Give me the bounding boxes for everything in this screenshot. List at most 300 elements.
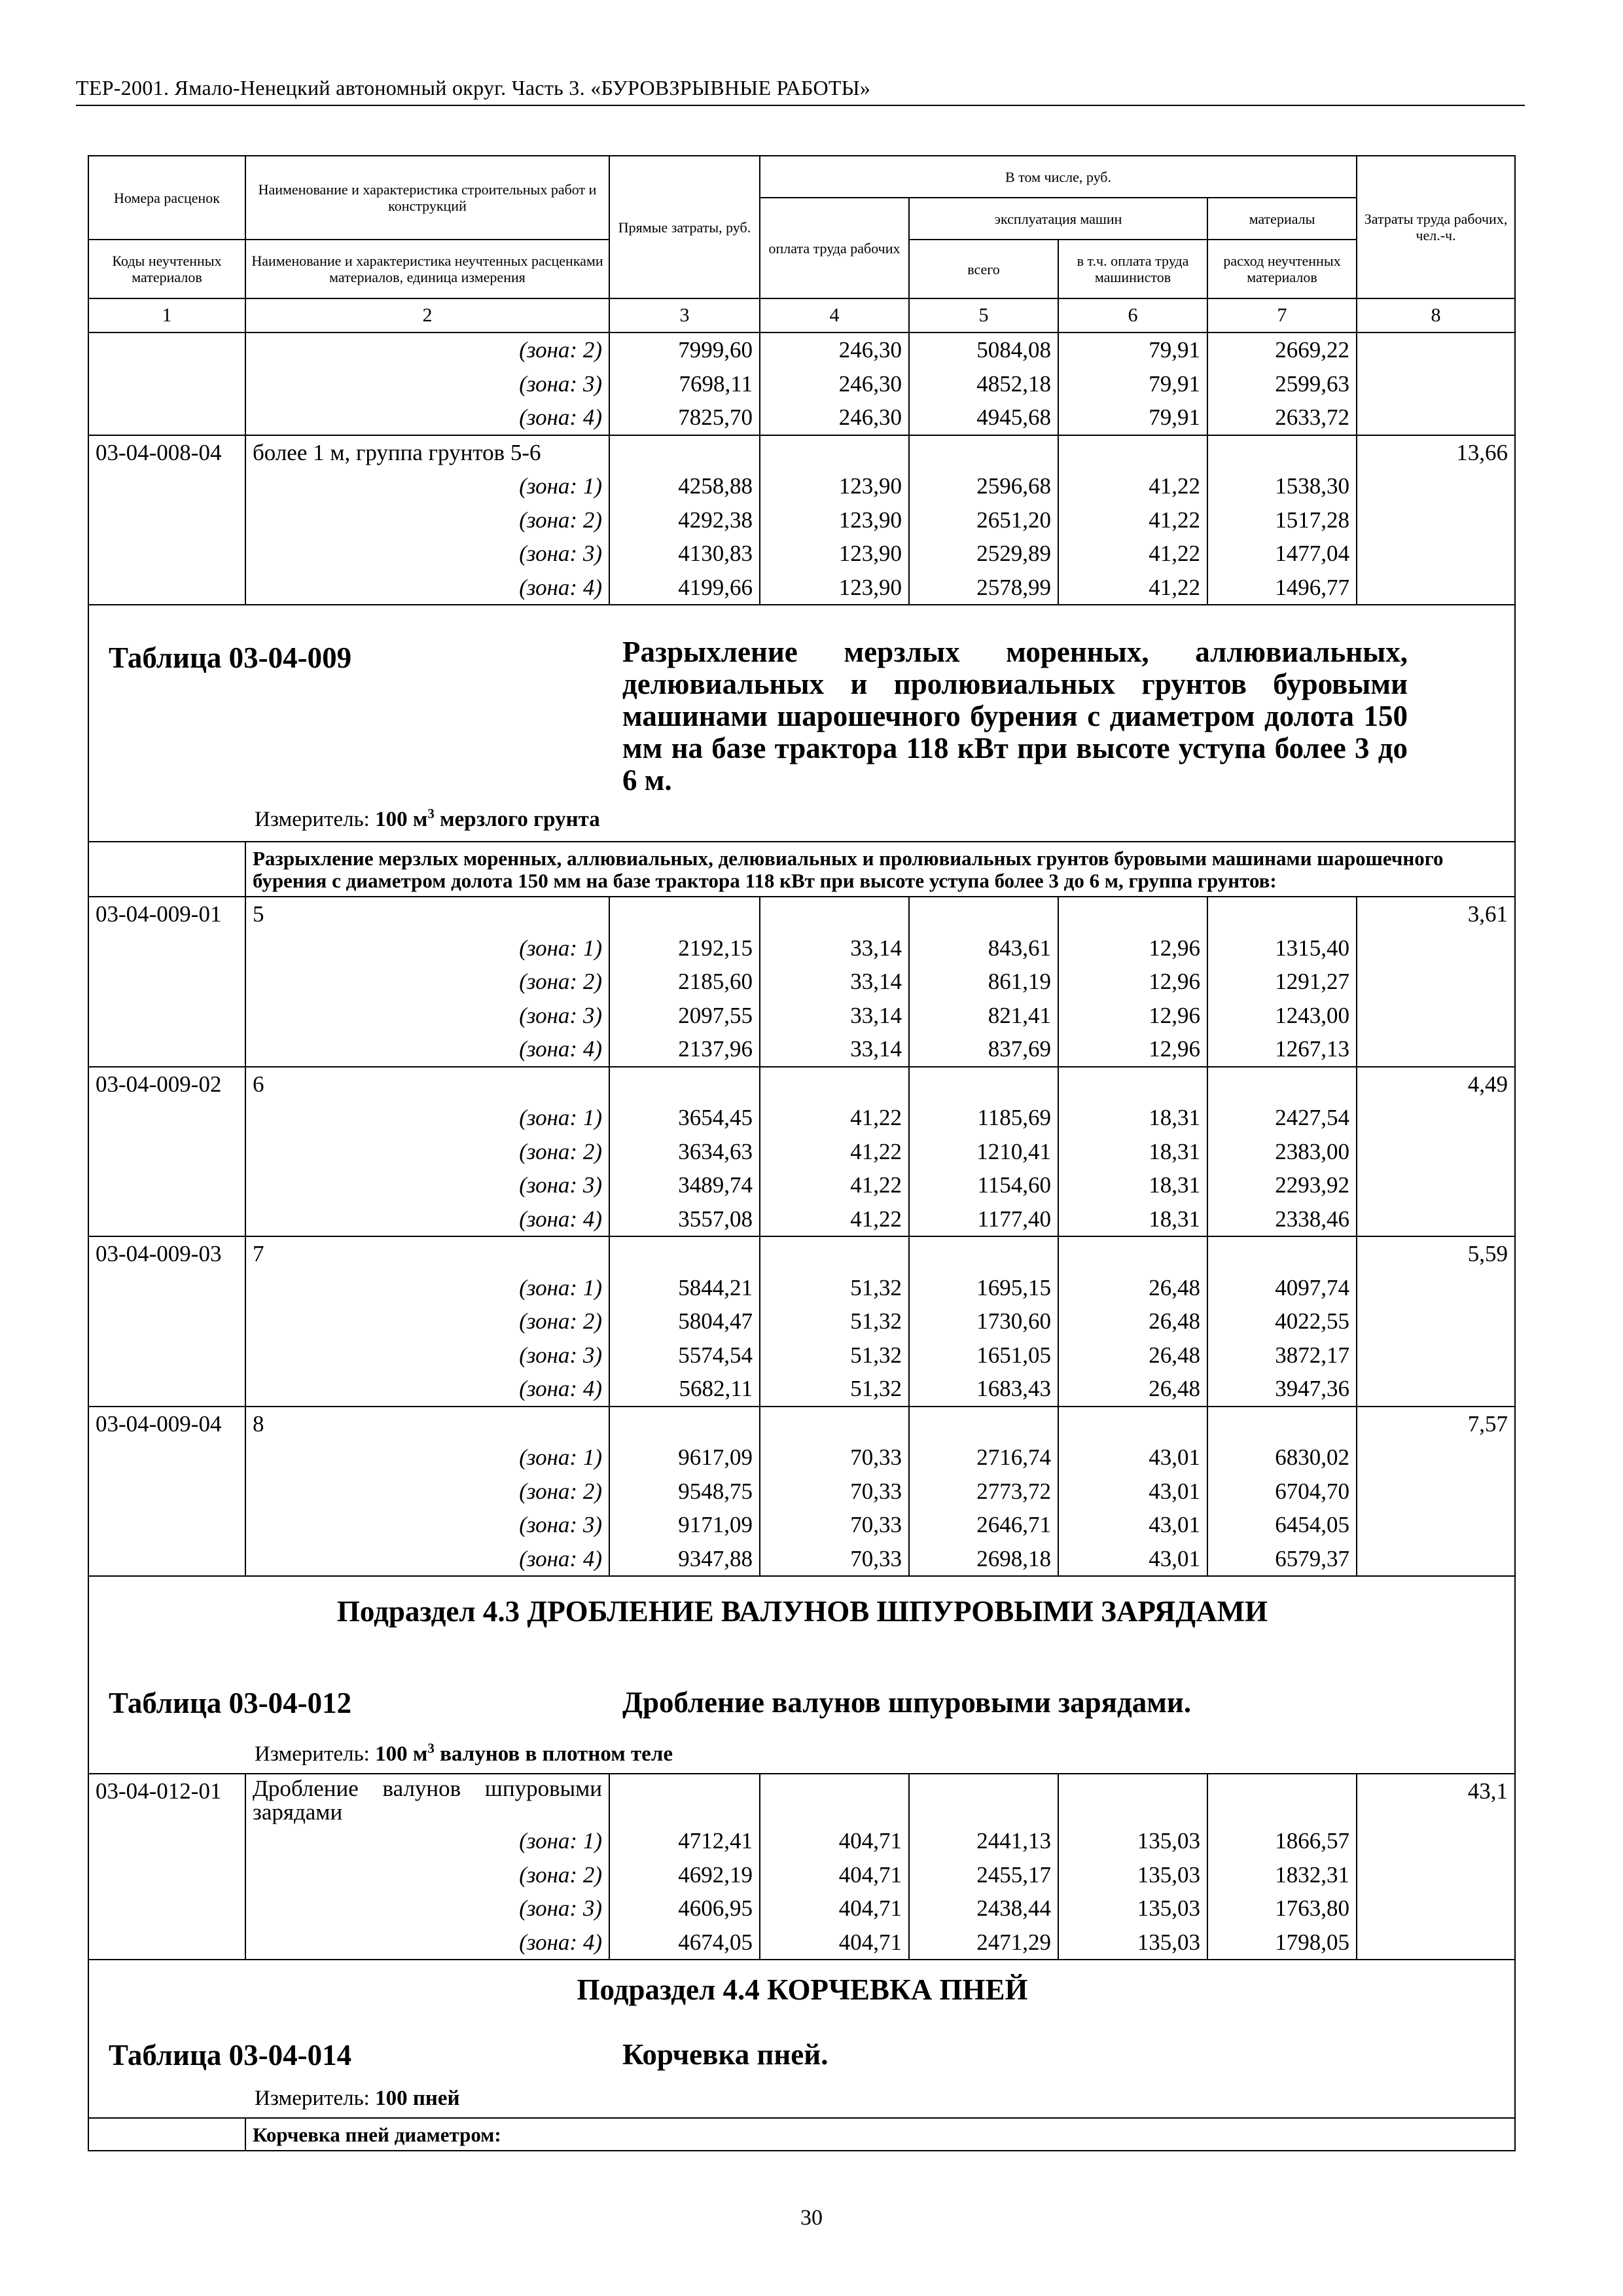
value-c6: 135,03 [1058,1926,1207,1960]
empty-cell [1058,1236,1207,1271]
empty-cell [1207,1774,1357,1824]
value-c6: 41,22 [1058,469,1207,503]
value-c4: 33,14 [760,1032,909,1067]
empty-cell [1058,1067,1207,1102]
value-c6: 12,96 [1058,999,1207,1033]
value-c3: 3557,08 [609,1202,760,1237]
zone-row [88,1032,1515,1067]
value-c3: 7825,70 [609,401,760,435]
value-c7: 1243,00 [1207,999,1357,1033]
value-c4: 41,22 [760,1168,909,1202]
code-cell [88,1372,245,1407]
value-c4: 51,32 [760,1271,909,1305]
value-c5: 4852,18 [909,367,1058,401]
value-c6: 26,48 [1058,1338,1207,1372]
col-header-codes: Номера расценок [88,156,245,240]
value-c3: 2185,60 [609,965,760,999]
header-rule [76,105,1525,106]
code-cell [88,1338,245,1372]
empty-cell [1207,1236,1357,1271]
value-c5: 1695,15 [909,1271,1058,1305]
labor-cell [1357,1338,1515,1372]
value-c5: 2773,72 [909,1475,1058,1509]
value-c7: 6454,05 [1207,1508,1357,1542]
rate-name: 8 [245,1407,609,1441]
labor-cell [1357,401,1515,435]
zone-row [88,1271,1515,1305]
code-cell [88,2118,245,2151]
value-c6: 135,03 [1058,1892,1207,1926]
empty-cell [609,1236,760,1271]
page-number: 30 [800,2206,823,2230]
value-c5: 2596,68 [909,469,1058,503]
table-title: Корчевка пней. [622,2038,829,2071]
value-c6: 79,91 [1058,401,1207,435]
value-c6: 12,96 [1058,1032,1207,1067]
col-header-materials: материалы [1207,198,1357,240]
table-title: Разрыхление мерзлых моренных, аллювиальных, делювиальных и пролювиальных грунтов буровыми машинами шарошечного бурения с диаметром долота 150 мм на базе трактора 118 кВт при высоте уступа более 3 до 6 м. [622,636,1408,797]
column-numbers-row [88,298,1515,332]
code-cell [88,842,245,897]
rate-item-row [88,897,1515,931]
value-c4: 51,32 [760,1304,909,1338]
zone-row [88,1892,1515,1926]
value-c7: 1866,57 [1207,1824,1357,1858]
code-cell [88,537,245,571]
labor-cell [1357,965,1515,999]
col-header-machines-total: всего [909,240,1058,298]
rate-item-row [88,1407,1515,1441]
table-number: Таблица 03-04-009 [109,641,352,674]
labor-value: 5,59 [1357,1236,1515,1271]
col-header-operator-wages: в т.ч. оплата труда машинистов [1058,240,1207,298]
zone-row [88,1542,1515,1577]
value-c3: 4199,66 [609,571,760,605]
labor-value: 7,57 [1357,1407,1515,1441]
value-c7: 1291,27 [1207,965,1357,999]
zone-row [88,1135,1515,1169]
value-c5: 1177,40 [909,1202,1058,1237]
value-c3: 7698,11 [609,367,760,401]
code-cell [88,1441,245,1475]
value-c5: 2716,74 [909,1441,1058,1475]
value-c5: 5084,08 [909,332,1058,367]
empty-cell [760,897,909,931]
value-c4: 246,30 [760,367,909,401]
col-number: 7 [1207,298,1357,332]
section-row [88,1576,1515,1774]
col-header-material-name: Наименование и характеристика неучтенных расценками материалов, единица измерения [245,240,609,298]
zone-row [88,1338,1515,1372]
value-c4: 33,14 [760,999,909,1033]
zone-label: (зона: 3) [245,1508,609,1542]
value-c5: 1210,41 [909,1135,1058,1169]
zone-row [88,469,1515,503]
zone-row [88,1304,1515,1338]
col-header-material-codes: Коды неучтенных материалов [88,240,245,298]
measure-exponent: 3 [427,1740,435,1756]
value-c5: 837,69 [909,1032,1058,1067]
rate-code: 03-04-009-03 [88,1236,245,1271]
value-c6: 41,22 [1058,537,1207,571]
measure-object: мерзлого грунта [434,808,600,831]
zone-row [88,1508,1515,1542]
col-header-including: В том числе, руб. [760,156,1357,198]
value-c3: 5682,11 [609,1372,760,1407]
labor-cell [1357,367,1515,401]
value-c7: 2427,54 [1207,1101,1357,1135]
zone-row [88,1858,1515,1892]
labor-cell [1357,931,1515,965]
value-c4: 41,22 [760,1135,909,1169]
value-c3: 7999,60 [609,332,760,367]
zone-label: (зона: 2) [245,503,609,537]
col-header-labor: Затраты труда рабочих, чел.-ч. [1357,156,1515,298]
value-c4: 41,22 [760,1101,909,1135]
value-c3: 4692,19 [609,1858,760,1892]
zone-row [88,1168,1515,1202]
value-c3: 3489,74 [609,1168,760,1202]
empty-cell [909,1774,1058,1824]
value-c3: 4130,83 [609,537,760,571]
value-c3: 9548,75 [609,1475,760,1509]
value-c4: 123,90 [760,571,909,605]
code-cell [88,1542,245,1577]
measure-label: Измеритель: [255,1742,370,1766]
zone-row [88,965,1515,999]
code-cell [88,401,245,435]
value-c7: 2383,00 [1207,1135,1357,1169]
code-cell [88,1135,245,1169]
section-cell [88,605,1515,842]
labor-value: 43,1 [1357,1774,1515,1824]
code-cell [88,999,245,1033]
value-c3: 2137,96 [609,1032,760,1067]
measure-value: 100 пней [375,2087,460,2110]
rate-code: 03-04-009-01 [88,897,245,931]
code-cell [88,503,245,537]
zone-row [88,1101,1515,1135]
empty-cell [909,1236,1058,1271]
empty-cell [1058,897,1207,931]
labor-cell [1357,571,1515,605]
table-title: Дробление валунов шпуровыми зарядами. [622,1686,1192,1719]
group-description: Корчевка пней диаметром: [245,2118,1515,2151]
value-c7: 2633,72 [1207,401,1357,435]
value-c7: 6579,37 [1207,1542,1357,1577]
value-c5: 1651,05 [909,1338,1058,1372]
code-cell [88,1926,245,1960]
zone-label: (зона: 2) [245,1475,609,1509]
value-c6: 26,48 [1058,1271,1207,1305]
value-c4: 404,71 [760,1824,909,1858]
zone-label: (зона: 1) [245,1101,609,1135]
measure-label: Измеритель: [255,2087,370,2110]
zone-row [88,537,1515,571]
code-cell [88,931,245,965]
value-c5: 2578,99 [909,571,1058,605]
value-c5: 2529,89 [909,537,1058,571]
empty-cell [909,1407,1058,1441]
col-number: 2 [245,298,609,332]
value-c4: 33,14 [760,965,909,999]
value-c5: 2646,71 [909,1508,1058,1542]
value-c6: 41,22 [1058,571,1207,605]
measurement-unit [255,1732,673,1772]
subsection-title: Подраздел 4.4 КОРЧЕВКА ПНЕЙ [577,1973,1028,2006]
value-c4: 404,71 [760,1926,909,1960]
zone-label: (зона: 4) [245,1926,609,1960]
labor-cell [1357,1101,1515,1135]
value-c6: 12,96 [1058,965,1207,999]
zone-label: (зона: 3) [245,367,609,401]
value-c5: 2438,44 [909,1892,1058,1926]
zone-label: (зона: 4) [245,1202,609,1237]
empty-cell [760,435,909,470]
labor-cell [1357,503,1515,537]
value-c5: 2441,13 [909,1824,1058,1858]
code-cell [88,1508,245,1542]
value-c3: 4606,95 [609,1892,760,1926]
rate-item-row [88,1236,1515,1271]
zone-label: (зона: 3) [245,999,609,1033]
value-c4: 246,30 [760,332,909,367]
labor-cell [1357,1271,1515,1305]
empty-cell [1207,1067,1357,1102]
zone-label: (зона: 4) [245,1542,609,1577]
value-c7: 4022,55 [1207,1304,1357,1338]
code-cell [88,1101,245,1135]
value-c5: 2651,20 [909,503,1058,537]
measure-value [375,1742,673,1766]
zone-label: (зона: 3) [245,537,609,571]
labor-cell [1357,1202,1515,1237]
zone-label: (зона: 2) [245,332,609,367]
zone-label: (зона: 4) [245,571,609,605]
labor-cell [1357,1135,1515,1169]
rate-name: 7 [245,1236,609,1271]
value-c3: 9171,09 [609,1508,760,1542]
value-c7: 1832,31 [1207,1858,1357,1892]
empty-cell [609,1067,760,1102]
value-c3: 4292,38 [609,503,760,537]
labor-cell [1357,1542,1515,1577]
table-number: Таблица 03-04-014 [109,2039,352,2072]
empty-cell [1058,435,1207,470]
value-c3: 9617,09 [609,1441,760,1475]
zone-row [88,1926,1515,1960]
value-c6: 26,48 [1058,1372,1207,1407]
value-c7: 1496,77 [1207,571,1357,605]
labor-value: 3,61 [1357,897,1515,931]
value-c7: 1477,04 [1207,537,1357,571]
labor-cell [1357,1441,1515,1475]
code-cell [88,1202,245,1237]
value-c6: 18,31 [1058,1168,1207,1202]
value-c7: 2338,46 [1207,1202,1357,1237]
labor-cell [1357,332,1515,367]
labor-cell [1357,1032,1515,1067]
measure-unit: 100 м [375,808,428,831]
value-c6: 43,01 [1058,1441,1207,1475]
value-c6: 43,01 [1058,1542,1207,1577]
empty-cell [1058,1774,1207,1824]
measurement-unit [255,2082,460,2116]
code-cell [88,367,245,401]
rate-name: более 1 м, группа грунтов 5-6 [245,435,609,470]
zone-label: (зона: 3) [245,1892,609,1926]
zone-label: (зона: 2) [245,1858,609,1892]
zone-label: (зона: 2) [245,965,609,999]
value-c4: 123,90 [760,503,909,537]
value-c6: 43,01 [1058,1508,1207,1542]
value-c5: 1730,60 [909,1304,1058,1338]
col-number: 5 [909,298,1058,332]
value-c3: 5574,54 [609,1338,760,1372]
value-c4: 246,30 [760,401,909,435]
empty-cell [1207,1407,1357,1441]
rates-table [88,155,1516,2151]
rate-code: 03-04-009-04 [88,1407,245,1441]
zone-label: (зона: 1) [245,1441,609,1475]
zone-row [88,1441,1515,1475]
rate-name: 5 [245,897,609,931]
value-c6: 18,31 [1058,1101,1207,1135]
value-c4: 70,33 [760,1441,909,1475]
code-cell [88,1168,245,1202]
value-c7: 1538,30 [1207,469,1357,503]
labor-cell [1357,469,1515,503]
section-row [88,1960,1515,2118]
value-c6: 135,03 [1058,1858,1207,1892]
measure-label: Измеритель: [255,808,370,831]
value-c5: 1683,43 [909,1372,1058,1407]
value-c5: 2698,18 [909,1542,1058,1577]
value-c7: 1798,05 [1207,1926,1357,1960]
value-c7: 2669,22 [1207,332,1357,367]
col-header-machines: эксплуатация машин [909,198,1207,240]
code-cell [88,1304,245,1338]
value-c6: 79,91 [1058,367,1207,401]
rate-item-row [88,435,1515,470]
value-c6: 18,31 [1058,1202,1207,1237]
zone-row [88,1372,1515,1407]
value-c5: 2455,17 [909,1858,1058,1892]
section-cell [88,1576,1515,1774]
code-cell [88,1824,245,1858]
col-number: 8 [1357,298,1515,332]
labor-cell [1357,1824,1515,1858]
measure-unit: 100 м [375,1742,428,1766]
value-c4: 41,22 [760,1202,909,1237]
value-c5: 1185,69 [909,1101,1058,1135]
col-header-wages: оплата труда рабочих [760,198,909,298]
group-description: Разрыхление мерзлых моренных, аллювиальных, делювиальных и пролювиальных грунтов буровыми машинами шарошечного бурения с диаметром долота 150 мм на базе трактора 118 кВт при высоте уступа более 3 до 6 м, группа грунтов: [245,842,1515,897]
value-c4: 404,71 [760,1858,909,1892]
measurement-unit [255,797,600,837]
value-c5: 821,41 [909,999,1058,1033]
col-header-name: Наименование и характеристика строительных работ и конструкций [245,156,609,240]
code-cell [88,469,245,503]
labor-cell [1357,1892,1515,1926]
empty-cell [609,435,760,470]
value-c5: 843,61 [909,931,1058,965]
empty-cell [1207,435,1357,470]
rate-code: 03-04-008-04 [88,435,245,470]
zone-row [88,931,1515,965]
labor-cell [1357,1304,1515,1338]
zone-row [88,367,1515,401]
empty-cell [760,1067,909,1102]
empty-cell [609,1407,760,1441]
labor-cell [1357,999,1515,1033]
value-c7: 1315,40 [1207,931,1357,965]
value-c7: 6830,02 [1207,1441,1357,1475]
value-c7: 6704,70 [1207,1475,1357,1509]
value-c3: 2192,15 [609,931,760,965]
col-number: 1 [88,298,245,332]
code-cell [88,965,245,999]
labor-cell [1357,1926,1515,1960]
code-cell [88,1032,245,1067]
value-c6: 79,91 [1058,332,1207,367]
zone-label: (зона: 2) [245,1135,609,1169]
labor-cell [1357,1475,1515,1509]
empty-cell [1058,1407,1207,1441]
value-c6: 41,22 [1058,503,1207,537]
value-c5: 2471,29 [909,1926,1058,1960]
col-number: 4 [760,298,909,332]
value-c3: 5804,47 [609,1304,760,1338]
subsection-title: Подраздел 4.3 ДРОБЛЕНИЕ ВАЛУНОВ ШПУРОВЫМИ ЗАРЯДАМИ [336,1595,1268,1628]
value-c7: 2293,92 [1207,1168,1357,1202]
code-cell [88,1475,245,1509]
zone-row [88,999,1515,1033]
labor-cell [1357,537,1515,571]
value-c5: 861,19 [909,965,1058,999]
empty-cell [909,435,1058,470]
code-cell [88,332,245,367]
col-number: 6 [1058,298,1207,332]
empty-cell [1207,897,1357,931]
table-number: Таблица 03-04-012 [109,1687,352,1719]
section-row [88,605,1515,842]
value-c4: 33,14 [760,931,909,965]
value-c3: 5844,21 [609,1271,760,1305]
value-c3: 3634,63 [609,1135,760,1169]
value-c4: 70,33 [760,1475,909,1509]
value-c7: 3872,17 [1207,1338,1357,1372]
zone-label: (зона: 3) [245,1168,609,1202]
value-c4: 123,90 [760,469,909,503]
col-header-material-consumption: расход неучтенных материалов [1207,240,1357,298]
value-c3: 9347,88 [609,1542,760,1577]
labor-cell [1357,1858,1515,1892]
value-c4: 70,33 [760,1542,909,1577]
zone-row [88,571,1515,605]
value-c7: 1267,13 [1207,1032,1357,1067]
zone-row [88,503,1515,537]
value-c3: 3654,45 [609,1101,760,1135]
zone-label: (зона: 1) [245,1271,609,1305]
value-c5: 4945,68 [909,401,1058,435]
value-c3: 2097,55 [609,999,760,1033]
empty-cell [760,1236,909,1271]
empty-cell [609,1774,760,1824]
value-c6: 135,03 [1058,1824,1207,1858]
value-c6: 12,96 [1058,931,1207,965]
zone-row [88,1824,1515,1858]
